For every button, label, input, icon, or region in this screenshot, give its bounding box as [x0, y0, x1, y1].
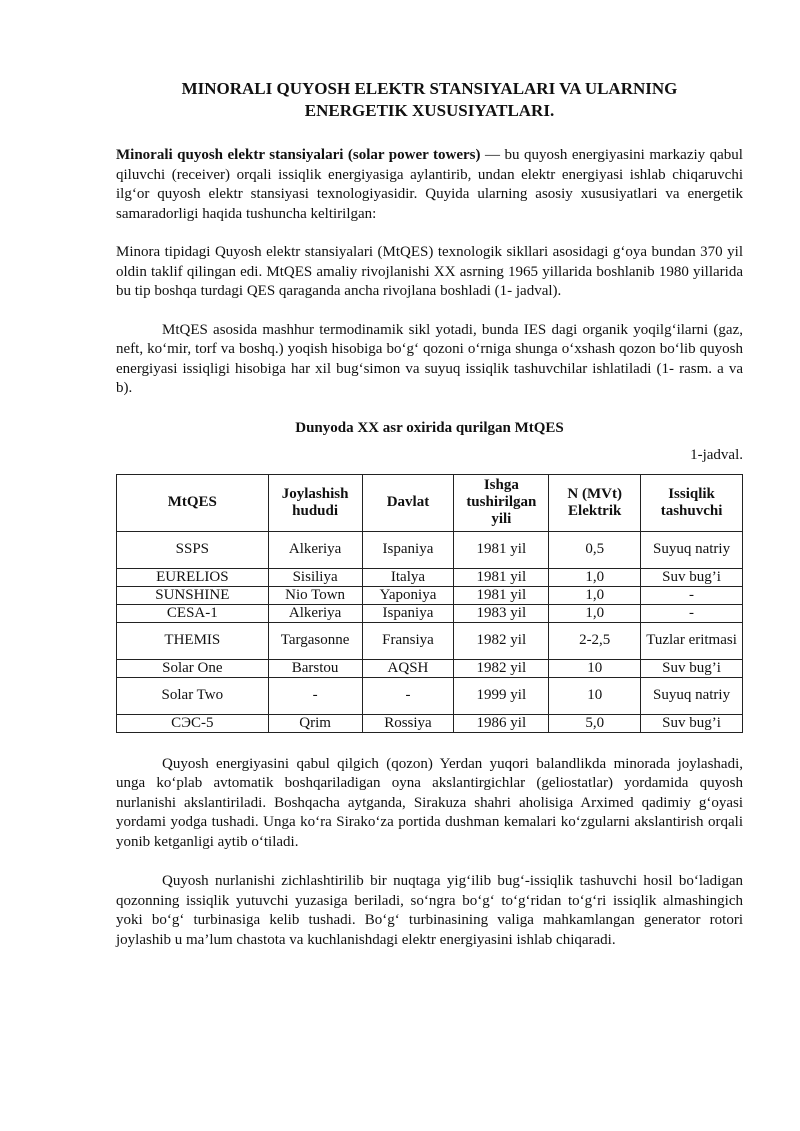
- table-row: [117, 677, 743, 714]
- document-page: [116, 78, 743, 950]
- table-row: [117, 622, 743, 659]
- turbine-paragraph: Quyosh nurlanishi zichlashtirilib bir nuqtaga yig‘ilib bug‘-issiqlik tashuvchi hosil bo‘ladigan qozonning issiqlik yutuvchi yuzasiga beriladi, so‘ngra bo‘g‘ to‘g‘ridan to‘g‘ri issiqlik almashingich yoki bo‘g‘ turbinasiga kelib tushadi. Bo‘g‘ turbinasining valiga mahkamlangan generator rotori joylashib u ma’lum chastota va kuchlanishdagi elektr energiyasini ishlab chiqaradi.: [116, 873, 743, 948]
- cell-year: 1986 yil: [454, 714, 549, 732]
- title-line-1: MINORALI QUYOSH ELEKTR STANSIYALARI VA ULARNING: [181, 79, 678, 98]
- cell-coolant: -: [641, 586, 743, 604]
- cell-year: 1981 yil: [454, 531, 549, 568]
- cell-name: Solar One: [117, 659, 269, 677]
- cell-country: Italya: [362, 568, 454, 586]
- cell-location: Alkeriya: [268, 531, 362, 568]
- table-row: [117, 714, 743, 732]
- cell-country: -: [362, 677, 454, 714]
- intro-paragraph: [116, 146, 743, 224]
- intro-text: — bu quyosh energiyasini markaziy qabul qiluvchi (receiver) orqali issiqlik energiyasiga aylantirib, undan elektr energiyasi ishlab chiqaruvchi ilg‘or quyosh elektr stansiyasi texnologiyasidir. Quyida ularning asosiy xususiyatlari va energetik samaradorligi haqida tushuncha keltirilgan:: [116, 147, 743, 222]
- cell-year: 1982 yil: [454, 659, 549, 677]
- header-country: Davlat: [362, 474, 454, 531]
- header-mtqes: MtQES: [117, 474, 269, 531]
- cell-country: Ispaniya: [362, 604, 454, 622]
- cell-country: Rossiya: [362, 714, 454, 732]
- header-location: Joylashish hududi: [268, 474, 362, 531]
- cell-power: 10: [549, 659, 641, 677]
- cell-name: Solar Two: [117, 677, 269, 714]
- cell-location: Nio Town: [268, 586, 362, 604]
- header-coolant: Issiqlik tashuvchi: [641, 474, 743, 531]
- cell-coolant: Suyuq natriy: [641, 677, 743, 714]
- table-header-row: [117, 474, 743, 531]
- cell-country: AQSH: [362, 659, 454, 677]
- cell-name: EURELIOS: [117, 568, 269, 586]
- cell-coolant: Suv bug’i: [641, 659, 743, 677]
- cell-country: Ispaniya: [362, 531, 454, 568]
- cell-power: 1,0: [549, 604, 641, 622]
- cell-coolant: Suv bug’i: [641, 714, 743, 732]
- cell-location: Barstou: [268, 659, 362, 677]
- table-caption: Dunyoda XX asr oxirida qurilgan MtQES: [295, 419, 564, 436]
- table-row: [117, 659, 743, 677]
- document-title: [126, 78, 733, 122]
- table-row: [117, 586, 743, 604]
- header-year: Ishga tushirilgan yili: [454, 474, 549, 531]
- cell-power: 2-2,5: [549, 622, 641, 659]
- table-row: [117, 604, 743, 622]
- cell-coolant: -: [641, 604, 743, 622]
- cell-power: 10: [549, 677, 641, 714]
- cell-coolant: Suv bug’i: [641, 568, 743, 586]
- cell-year: 1981 yil: [454, 586, 549, 604]
- cell-coolant: Tuzlar eritmasi: [641, 622, 743, 659]
- mtqes-table: [116, 474, 743, 733]
- cell-name: СЭС-5: [117, 714, 269, 732]
- receiver-paragraph: Quyosh energiyasini qabul qilgich (qozon) Yerdan yuqori balandlikda minorada joylashadi, unga ko‘plab avtomatik boshqariladigan oyna akslantirgichlar (geliostatlar) yordamida quyosh nurlanishi akslantiriladi. Boshqacha aytganda, Sirakuza shahri aholisiga Arximed qadimiy g‘oyasi yordami yodga tushadi. Unga ko‘ra Sirako‘za portida dushman kemalari ko‘zgularni akslantirish orqali yonib ketganligi aytib o‘tiladi.: [116, 755, 743, 850]
- cell-name: THEMIS: [117, 622, 269, 659]
- cell-country: Yaponiya: [362, 586, 454, 604]
- cell-year: 1981 yil: [454, 568, 549, 586]
- table-number: 1-jadval.: [690, 446, 743, 463]
- cell-year: 1982 yil: [454, 622, 549, 659]
- history-paragraph: Minora tipidagi Quyosh elektr stansiyalari (MtQES) texnologik sikllari asosidagi g‘oya bundan 370 yil oldin taklif qilingan edi. MtQES amaliy rivojlanishi XX asrning 1965 yillarida boshlanib 1980 yillarida bu tip boshqa turdagi QES qaraganda ancha rivojlana boshladi (1- jadval).: [116, 244, 743, 299]
- cell-location: Targasonne: [268, 622, 362, 659]
- table-row: [117, 568, 743, 586]
- cell-coolant: Suyuq natriy: [641, 531, 743, 568]
- cell-location: Alkeriya: [268, 604, 362, 622]
- cell-year: 1999 yil: [454, 677, 549, 714]
- cell-name: SUNSHINE: [117, 586, 269, 604]
- title-line-2: ENERGETIK XUSUSIYATLARI.: [304, 101, 555, 120]
- intro-bold-term: Minorali quyosh elektr stansiyalari (solar power towers): [116, 147, 481, 163]
- cell-power: 5,0: [549, 714, 641, 732]
- cell-power: 1,0: [549, 586, 641, 604]
- table-row: [117, 531, 743, 568]
- cell-name: SSPS: [117, 531, 269, 568]
- cycle-paragraph: MtQES asosida mashhur termodinamik sikl yotadi, bunda IES dagi organik yoqilg‘ilarni (gaz, neft, ko‘mir, torf va boshq.) yoqish hisobiga bo‘g‘ qozoni o‘rniga shunga o‘xshash qozon bo‘lib quyosh energiyasi issiqligi hisobiga har xil bug‘simon va suyuq issiqlik tashuvchilar ishlatiladi (1- rasm. a va b).: [116, 321, 743, 396]
- cell-location: Sisiliya: [268, 568, 362, 586]
- cell-power: 0,5: [549, 531, 641, 568]
- cell-power: 1,0: [549, 568, 641, 586]
- cell-country: Fransiya: [362, 622, 454, 659]
- cell-year: 1983 yil: [454, 604, 549, 622]
- header-power: N (MVt) Elektrik: [549, 474, 641, 531]
- cell-name: CESA-1: [117, 604, 269, 622]
- cell-location: Qrim: [268, 714, 362, 732]
- cell-location: -: [268, 677, 362, 714]
